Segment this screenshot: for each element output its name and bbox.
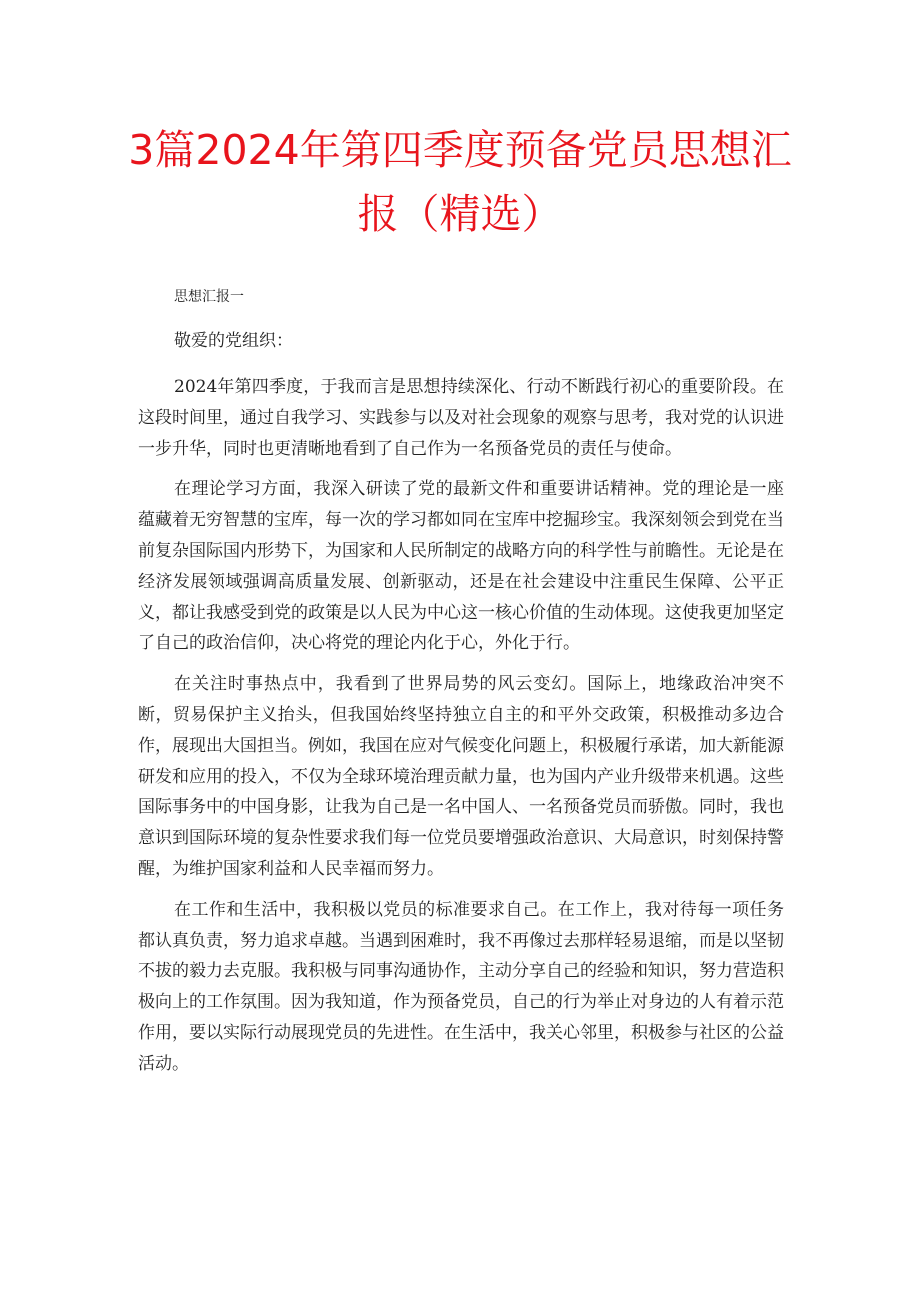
paragraph-4: 在工作和生活中，我积极以党员的标准要求自己。在工作上，我对待每一项任务都认真负责，努力追求卓越。当遇到困难时，我不再像过去那样轻易退缩，而是以坚韧不拔的毅力去克服。我积极与同事沟通协作，主动分享自己的经验和知识，努力营造积极向上的工作氛围。因为我知道，作为预备党员，自己的行为举止对身边的人有着示范作用，要以实际行动展现党员的先进性。在生活中，我关心邻里，积极参与社区的公益活动。 [138,899,784,1074]
section-label: 思想汇报一 [174,289,244,305]
paragraph-1: 2024年第四季度，于我而言是思想持续深化、行动不断践行初心的重要阶段。在这段时间里，通过自我学习、实践参与以及对社会现象的观察与思考，我对党的认识进一步升华，同时也更清晰地看到了自己作为一名预备党员的责任与使命。 [138,377,784,459]
document-title [120,118,800,246]
document-body [138,372,784,1090]
document-title-line-1: 3篇2024年第四季度预备党员思想汇 [128,126,792,174]
document-title-line-2: 报（精选） [357,190,563,238]
paragraph-3: 在关注时事热点中，我看到了世界局势的风云变幻。国际上，地缘政治冲突不断，贸易保护主义抬头，但我国始终坚持独立自主的和平外交政策，积极推动多边合作，展现出大国担当。例如，我国在应对气候变化问题上，积极履行承诺，加大新能源研发和应用的投入，不仅为全球环境治理贡献力量，也为国内产业升级带来机遇。这些国际事务中的中国身影，让我为自己是一名中国人、一名预备党员而骄傲。同时，我也意识到国际环境的复杂性要求我们每一位党员要增强政治意识、大局意识，时刻保持警醒，为维护国家利益和人民幸福而努力。 [138,674,784,879]
paragraph-2: 在理论学习方面，我深入研读了党的最新文件和重要讲话精神。党的理论是一座蕴藏着无穷智慧的宝库，每一次的学习都如同在宝库中挖掘珍宝。我深刻领会到党在当前复杂国际国内形势下，为国家和人民所制定的战略方向的科学性与前瞻性。无论是在经济发展领域强调高质量发展、创新驱动，还是在社会建设中注重民生保障、公平正义，都让我感受到党的政策是以人民为中心这一核心价值的生动体现。这使我更加坚定了自己的政治信仰，决心将党的理论内化于心，外化于行。 [138,479,784,654]
salutation: 敬爱的党组织： [174,331,293,351]
